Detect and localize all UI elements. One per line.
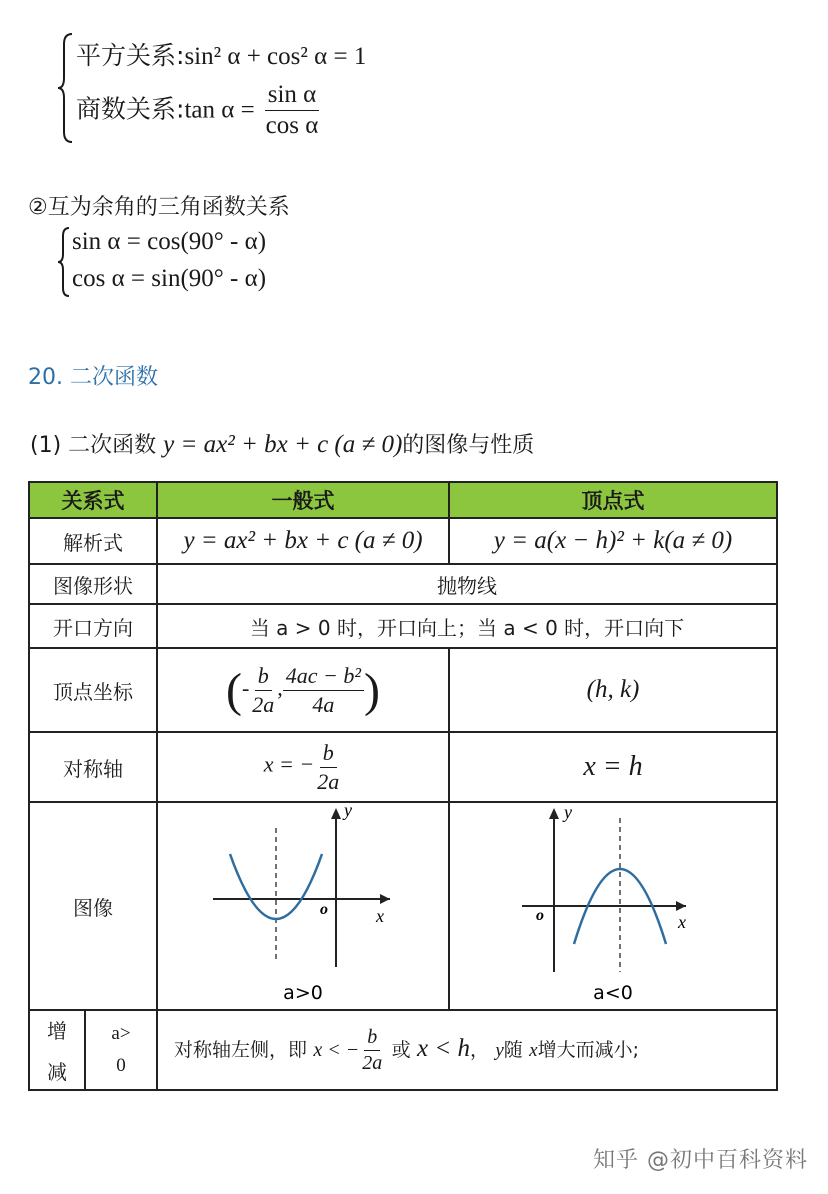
parabola-up-graph (158, 804, 448, 1008)
table-row (29, 518, 777, 564)
axis-num: b (320, 741, 337, 767)
quotient-num: sin α (265, 82, 320, 111)
row-label-graph: 图像 (29, 802, 157, 1010)
row-label-direction: 开口方向 (29, 604, 157, 648)
quotient-lhs: tan α = (184, 96, 255, 124)
subsection-prefix: (1) 二次函数 (30, 433, 157, 458)
row-label-vertex-coord: 顶点坐标 (29, 648, 157, 732)
quotient-fraction (263, 82, 322, 140)
axis-lhs: x = − (263, 752, 315, 778)
axis-den: 2a (317, 768, 340, 794)
subsection-formula: y = ax² + bx + c (a ≠ 0) (163, 431, 403, 458)
vertex-vertex-coord: (h, k) (449, 648, 777, 732)
monotonic-end: 增大而减小; (537, 1038, 639, 1061)
watermark: 知乎 @初中百科资料 (593, 1148, 808, 1173)
vc-num2: 4ac − b² (283, 664, 364, 690)
vc-prefix: - (241, 675, 250, 701)
general-axis (157, 732, 449, 802)
origin-label-right: o (536, 907, 544, 924)
axis-x-label-right: x (678, 912, 686, 932)
monotonic-or: 或 (391, 1038, 411, 1061)
vc-den2: 4a (312, 691, 335, 717)
quotient-den: cos α (265, 112, 319, 140)
graph-right-cell (449, 802, 777, 1010)
caption-a-positive: a>0 (283, 982, 323, 1004)
axis-y-label-left: y (344, 804, 352, 820)
row-label-expression: 解析式 (29, 518, 157, 564)
monotonic-text-cell: 对称轴左侧，即 x < − $\frac{b}{2a}$ 或 x < h， y随 x增大而减小; (157, 1010, 777, 1090)
table-row (29, 564, 777, 604)
origin-label-left: o (320, 901, 328, 918)
monotonic-mid: 随 (503, 1038, 523, 1061)
pythagorean-formula: sin² α + cos² α = 1 (184, 43, 367, 70)
monotonic-label-bottom: 减 (47, 1060, 67, 1084)
section-title: 20. 二次函数 (28, 365, 158, 390)
vertex-expression: y = a(x − h)² + k(a ≠ 0) (449, 518, 777, 564)
parabola-down-graph (450, 804, 776, 1008)
monotonic-ineq-num: b (364, 1027, 380, 1051)
monotonic-label-top: 增 (47, 1019, 67, 1043)
monotonic-prefix: 对称轴左侧，即 (174, 1038, 308, 1061)
general-expression: y = ax² + bx + c (a ≠ 0) (157, 518, 449, 564)
axis-x-label-left: x (376, 906, 384, 926)
axis-y-label-right: y (564, 804, 572, 822)
monotonic-y: y (495, 1039, 504, 1061)
general-vertex-coord: (- $\frac{b}{2a}$ , $\frac{\text{4ac − b²}}{4a}$ ) (157, 648, 449, 732)
monotonic-ineq-lhs: x < − (313, 1038, 360, 1061)
monotonic-ineq-den: 2a (362, 1051, 383, 1074)
quotient-label: 商数关系: (76, 94, 185, 124)
quadratic-properties-table (28, 481, 778, 1091)
monotonic-label-cell (29, 1010, 157, 1090)
subsection-suffix: 的图像与性质 (402, 433, 535, 458)
row-label-axis: 对称轴 (29, 732, 157, 802)
header-relation: 关系式 (29, 482, 157, 518)
vertex-axis: x = h (449, 732, 777, 802)
shape-value: 抛物线 (157, 564, 777, 604)
table-row (29, 732, 777, 802)
vc-num1: b (255, 664, 272, 690)
table-row (29, 1010, 777, 1090)
quotient-identity (76, 82, 321, 140)
monotonic-cond-top: a> (111, 1023, 131, 1044)
pythagorean-identity (76, 36, 366, 72)
monotonic-x: x (529, 1039, 538, 1061)
monotonic-cond-bottom: 0 (116, 1055, 126, 1076)
header-general: 一般式 (157, 482, 449, 518)
complementary-eq1: sin α = cos(90° - α) (72, 228, 267, 255)
table-row (29, 802, 777, 1010)
pythagorean-label: 平方关系: (76, 41, 185, 70)
brace-complementary (56, 226, 72, 298)
subsection-title (30, 428, 534, 459)
vc-den1: 2a (252, 691, 275, 717)
complementary-title: ②互为余角的三角函数关系 (28, 195, 290, 220)
table-row (29, 604, 777, 648)
row-label-shape: 图像形状 (29, 564, 157, 604)
complementary-eq2: cos α = sin(90° - α) (72, 265, 267, 292)
direction-value: 当 a > 0 时，开口向上；当 a < 0 时，开口向下 (157, 604, 777, 648)
header-vertex: 顶点式 (449, 482, 777, 518)
monotonic-ineq2: x < h (416, 1034, 470, 1062)
brace-top (56, 32, 76, 144)
caption-a-negative: a<0 (593, 982, 633, 1004)
graph-left-cell (157, 802, 449, 1010)
table-row (29, 648, 777, 732)
table-header-row (29, 482, 777, 518)
